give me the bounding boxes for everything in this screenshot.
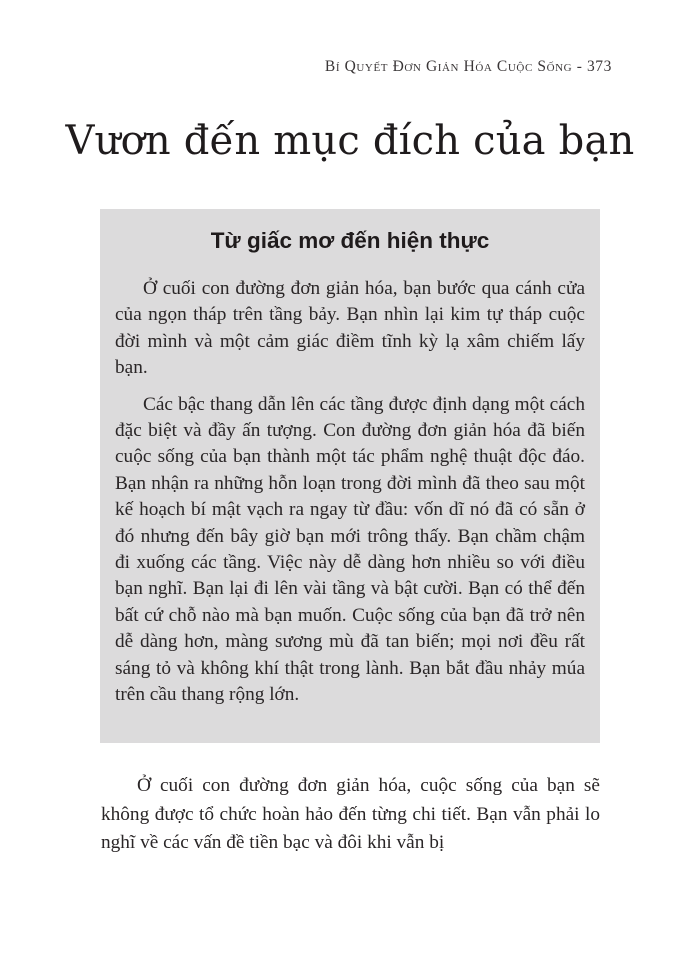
chapter-title: Vươn đến mục đích của bạn xyxy=(65,118,635,164)
running-head xyxy=(325,58,612,76)
body-paragraph: Ở cuối con đường đơn giản hóa, cuộc sống của bạn sẽ không được tổ chức hoàn hảo đến từng chi tiết. Bạn vẫn phải lo nghĩ về các vấn đề tiền bạc và đôi khi vẫn bị xyxy=(101,775,600,854)
sidebar-box-title: Từ giấc mơ đến hiện thực xyxy=(210,228,490,253)
page-number: 373 xyxy=(586,58,612,75)
sidebar-paragraph: Ở cuối con đường đơn giản hóa, bạn bước qua cánh cửa của ngọn tháp trên tầng bảy. Bạn nhìn lại kim tự tháp cuộc đời mình và một cảm giác điềm tĩnh kỳ lạ xâm chiếm lấy bạn. xyxy=(115,278,585,379)
sidebar-box xyxy=(100,209,600,743)
book-title: Bí Quyết Đơn Giản Hóa Cuộc Sống xyxy=(324,58,573,75)
sidebar-paragraph: Các bậc thang dẫn lên các tầng được định dạng một cách đặc biệt và đầy ấn tượng. Con đường đơn giản hóa đã biến cuộc sống của bạn thành một tác phẩm nghệ thuật độc đáo. Bạn nhận ra những hỗn loạn trong đời mình đã theo sau một kế hoạch bí mật vạch ra ngay từ đầu: vốn dĩ nó đã có sẵn ở đó nhưng đến bây giờ bạn mới trông thấy. Bạn chầm chậm đi xuống các tầng. Việc này dễ dàng hơn nhiều so với điều bạn nghĩ. Bạn lại đi lên vài tầng và bật cười. Bạn có thể đến bất cứ chỗ nào mà bạn muốn. Cuộc sống của bạn đã trở nên dễ dàng hơn, màng sương mù đã tan biến; mọi nơi đều rất sáng tỏ và không khí thật trong lành. Bạn bắt đầu nhảy múa trên cầu thang rộng lớn. xyxy=(115,393,585,706)
separator: - xyxy=(572,58,587,75)
